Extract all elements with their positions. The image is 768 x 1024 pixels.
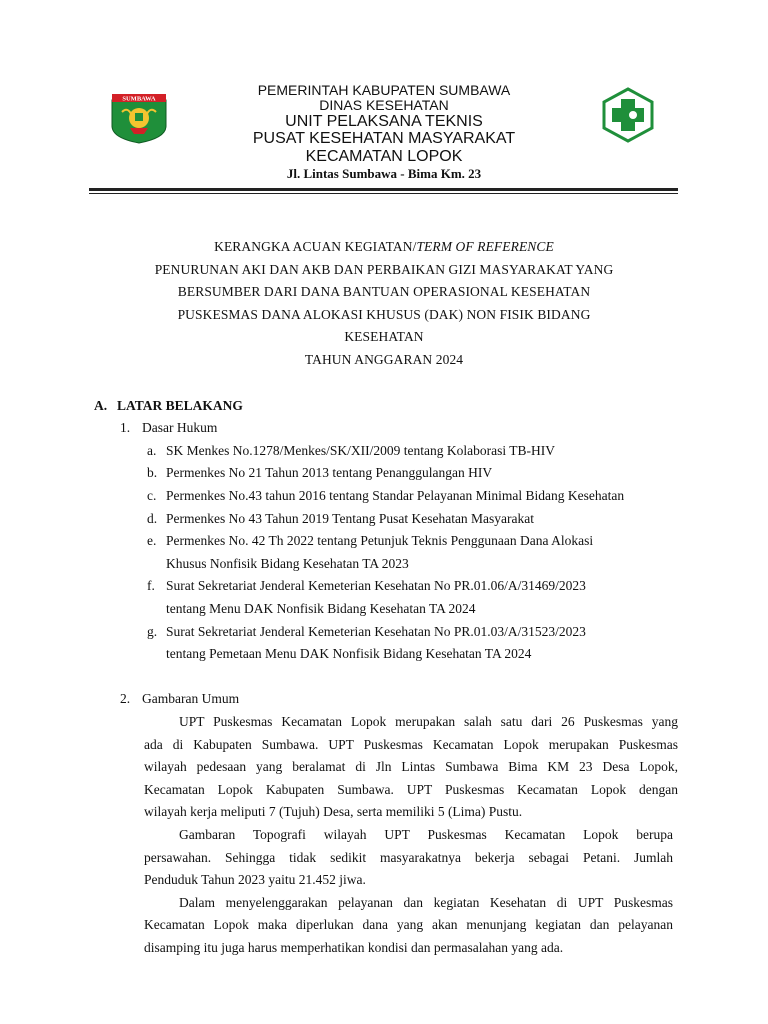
title-line-5: KESEHATAN xyxy=(344,329,424,344)
sub2-label: Gambaran Umum xyxy=(142,691,240,706)
header-address: Jl. Lintas Sumbawa - Bima Km. 23 xyxy=(286,166,482,181)
section-a-marker: A. xyxy=(94,398,108,413)
header-line-2: DINAS KESEHATAN xyxy=(319,97,449,113)
list-item: Permenkes No 43 Tahun 2019 Tentang Pusat Kesehatan Masyarakat xyxy=(166,511,535,526)
paragraph-line: UPT Puskesmas Kecamatan Lopok merupakan salah satu dari 26 Puskesmas yang xyxy=(179,714,678,729)
title-line-6: TAHUN ANGGARAN 2024 xyxy=(304,352,464,367)
list-item: Permenkes No. 42 Th 2022 tentang Petunjuk Teknis Penggunaan Dana Alokasi xyxy=(166,533,594,548)
header-divider-thin xyxy=(89,193,678,194)
title-line-1-italic: TERM OF REFERENCE xyxy=(416,239,554,254)
list-item: SK Menkes No.1278/Menkes/SK/XII/2009 tentang Kolaborasi TB-HIV xyxy=(166,443,555,458)
title-line-1-text: KERANGKA ACUAN KEGIATAN/ xyxy=(214,239,417,254)
sub1-number: 1. xyxy=(120,420,131,435)
list-item: Permenkes No.43 tahun 2016 tentang Standar Pelayanan Minimal Bidang Kesehatan xyxy=(166,488,625,503)
header-line-4: PUSAT KESEHATAN MASYARAKAT xyxy=(252,130,516,147)
paragraph-line: Kecamatan Lopok Kabupaten Sumbawa. UPT Puskesmas Kecamatan Lopok dengan xyxy=(144,782,678,797)
list-item-marker: d. xyxy=(147,511,158,526)
paragraph-line: Kecamatan Lopok maka diperlukan dana yang akan menunjang kegiatan dan pelayanan xyxy=(144,917,673,932)
list-item: Surat Sekretariat Jenderal Kemeterian Kesehatan No PR.01.03/A/31523/2023 xyxy=(166,624,586,639)
paragraph-line: Gambaran Topografi wilayah UPT Puskesmas Kecamatan Lopok berupa xyxy=(179,827,673,842)
list-item-continuation: Khusus Nonfisik Bidang Kesehatan TA 2023 xyxy=(166,556,409,571)
title-line-1 xyxy=(0,239,768,255)
title-line-3: BERSUMBER DARI DANA BANTUAN OPERASIONAL KESEHATAN xyxy=(177,284,591,299)
list-item-marker: b. xyxy=(147,465,158,480)
title-line-2: PENURUNAN AKI DAN AKB DAN PERBAIKAN GIZI MASYARAKAT YANG xyxy=(154,262,614,277)
paragraph-line: persawahan. Sehingga tidak sedikit masyarakatnya bekerja sebagai Petani. Jumlah xyxy=(144,850,673,865)
list-item-marker: c. xyxy=(147,488,157,503)
list-item-marker: e. xyxy=(147,533,157,548)
sub1-label: Dasar Hukum xyxy=(142,420,218,435)
list-item: Permenkes No 21 Tahun 2013 tentang Penanggulangan HIV xyxy=(166,465,493,480)
paragraph-line: Dalam menyelenggarakan pelayanan dan kegiatan Kesehatan di UPT Puskesmas xyxy=(179,895,673,910)
paragraph-line: disamping itu juga harus memperhatikan kondisi dan permasalahan yang ada. xyxy=(144,940,564,955)
list-item-continuation: tentang Pemetaan Menu DAK Nonfisik Bidang Kesehatan TA 2024 xyxy=(166,646,532,661)
header-divider-thick xyxy=(89,188,678,191)
emblem-text: SUMBAWA xyxy=(122,95,156,103)
header-line-3: UNIT PELAKSANA TEKNIS xyxy=(285,113,483,130)
list-item-continuation: tentang Menu DAK Nonfisik Bidang Kesehatan TA 2024 xyxy=(166,601,476,616)
paragraph-line: wilayah pedesaan yang beralamat di Jln Lintas Sumbawa Bima KM 23 Desa Lopok, xyxy=(144,759,678,774)
list-item: Surat Sekretariat Jenderal Kemeterian Kesehatan No PR.01.06/A/31469/2023 xyxy=(166,578,586,593)
sub2-number: 2. xyxy=(120,691,131,706)
paragraph-line: Penduduk Tahun 2023 yaitu 21.452 jiwa. xyxy=(144,872,366,887)
header-line-1: PEMERINTAH KABUPATEN SUMBAWA xyxy=(257,82,511,98)
paragraph-line: ada di Kabupaten Sumbawa. UPT Puskesmas Kecamatan Lopok merupakan Puskesmas xyxy=(144,737,678,752)
list-item-marker: f. xyxy=(147,578,155,593)
paragraph-line: wilayah kerja meliputi 7 (Tujuh) Desa, serta memiliki 5 (Lima) Pustu. xyxy=(144,804,523,819)
header-line-5: KECAMATAN LOPOK xyxy=(305,148,463,165)
section-a-heading: LATAR BELAKANG xyxy=(117,398,243,413)
list-item-marker: g. xyxy=(147,624,158,639)
list-item-marker: a. xyxy=(147,443,157,458)
title-line-4: PUSKESMAS DANA ALOKASI KHUSUS (DAK) NON FISIK BIDANG xyxy=(177,307,591,322)
